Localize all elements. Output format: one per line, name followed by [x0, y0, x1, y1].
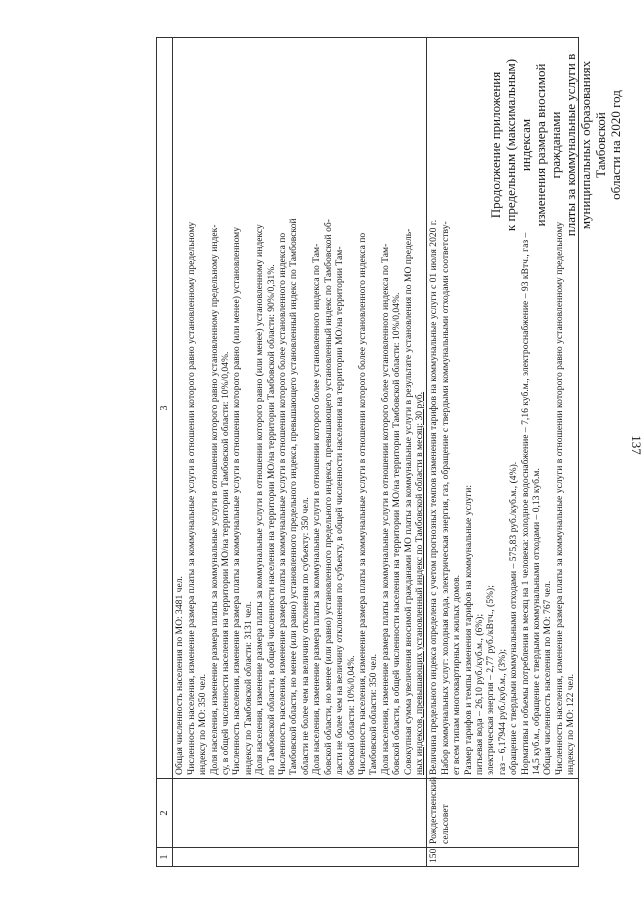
header-col-1: 1: [157, 848, 173, 867]
municipality-name: Рождественский: [428, 776, 440, 844]
row-number-cell: 150: [427, 848, 578, 867]
text-line: обращение с твердыми коммунальными отходами – 575,83 руб./куб.м., (4%).: [508, 461, 520, 775]
text-line: электрическая энергия – 2,77 руб./кВтч., (5%);: [485, 585, 497, 775]
text-line: бовской области: 10%/0,04%.: [345, 655, 357, 775]
text-line: Численность населения, изменение размера платы за коммунальные услуги в отношении которого более установленного индекса по: [356, 232, 368, 775]
text-line: Численность населения, изменение размера платы за коммунальные услуги в отношении которого равно (или менее) установленному: [231, 226, 243, 775]
text-line: Доля населения, изменение размера платы за коммунальные услуги в отношении которого равно (или менее) установленному индексу: [254, 224, 266, 775]
text-line: Набор коммунальных услуг: холодная вода, электрическая энергия, газ, обращение с твердыми коммунальными отходами соответству-: [439, 221, 451, 775]
text-line: ных индексов, превышающих установленный индекс по Тамбовской области в месяц: 30 руб.: [413, 391, 425, 775]
row-number-cell: [173, 848, 427, 867]
text-line: индексу по МО: 122 чел.: [565, 673, 577, 775]
text-line: бовской области, в общей численности населения на территории МО/на территории Тамбовской области: 10%/0,04%.: [391, 292, 403, 775]
heading-line: платы за коммунальные услуги в: [563, 53, 578, 237]
text-line: 14,5 куб.м., обращение с твердыми коммунальными отходами – 0,13 куб.м.: [531, 468, 542, 775]
text-line: газ – 6,17944 руб./куб.м., (3%);: [496, 648, 508, 775]
text-line: Численность населения, изменение размера платы за коммунальные услуги в отношении которого более установленного индекса по: [277, 232, 289, 775]
heading-line: изменения размера вносимой гражданами: [533, 63, 563, 227]
text-line: Численность населения, изменение размера платы за коммунальные услуги в отношении которого равно установленному предельному: [185, 221, 197, 775]
rotated-document-sheet: 137 Продолжение приложения к предельным (максимальным) индексам изменения размера вносимой гражданами платы за коммунальные услуги в муниципальных образованиях Тамбовской области на 2020 год 1 2 3 Общая численность населения по МО: 3481 чел. Численность населения, изменение размера платы за коммунальные услуги в отношении которого равно установленному предельному индексу по МО: 350 чел. Доля населения, изменение размера платы за коммунальные услуги в отношении которого равно установленному предельному индек- су, в общей численности населения на территории МО/на территории Тамбовской области: 10%/0,04%. Численность населения, изменение размера платы за коммунальные услуги в отношении которого равно (или менее) установленному индексу по Тамбовской области: 3131 чел. Доля населения, изменение размера платы за коммунальные услуги в отношении которого равно (или менее) установленному индексу по Тамбовской области, в общей численности населения на территории МО/на территории Тамбовской области: 90%/0,31%. Численность населения, изменение размера платы за коммунальные услуги в отношении которого более установленного индекса по Тамбовской области, но менее (или равно) установленного предельного индекса, превышающего установленный индекс по Тамбовской области не более чем на величину отклонения по субъекту: 350 чел. Доля населения, изменение размера платы за коммунальные услуги в отношении которого более установленного индекса по Там- бовской области, но менее (или равно) установленного предельного индекса, превышающего установленный индекс по Тамбовской об- ласти не более чем на величину отклонения по субъекту, в общей численности населения на территории МО/на территории Там- бовской области: 10%/0,04%. Численность населения, изменение размера платы за коммунальные услуги в отношении которого более установленного индекса по Тамбовской области: 350 чел. Доля населения, изменение размера платы за коммунальные услуги в отношении которого более установленного индекса по Там- бовской области, в общей численности населения на территории МО/на территории Тамбовской области: 10%/0,04%. Совокупная сумма увеличения вносимой гражданами МО платы за коммунальные услуги в результате установления по МО предель- ных индексов, превышающих установленный индекс по Тамбовской области в месяц: 30 руб. 150 Рождественский сельсовет Величина предельного индекса определена с учетом прогнозных темпов изменения тарифов на коммунальные услуги с 01 июля 2020 г. Набор коммунальных услуг: холодная вода, электрическая энергия, газ, обращение с твердыми коммунальными отходами соответству- ет всем типам многоквартирных и жилых домов. Размер тарифов и темпы изменения тарифов на коммунальные услуги: питьевая вода – 26,10 руб./куб.м., (6%); электрическая энергия – 2,77 руб./кВтч., (5%); газ – 6,17944 руб./куб.м., (3%); обращение с твердыми коммунальными отходами – 575,83 руб./куб.м., (4%). Нормативы и объемы потребления в месяц на 1 человека: холодное водоснабжение – 7,16 куб.м., электроснабжение – 93 кВтч., газ – 14,5 куб.м., обращение с твердыми коммунальными отходами – 0,13 куб.м. Общая численность населения по МО: 767 чел. Численность населения, изменение размера платы за коммунальные услуги в отношении которого равно установленному предельному индексу по МО: 122 чел.: [0, 0, 640, 905]
table-header-row: [157, 38, 173, 867]
text-line: Тамбовской области: 350 чел.: [368, 653, 380, 775]
text-line: индексу по Тамбовской области: 3131 чел.: [242, 601, 254, 775]
text-line: Доля населения, изменение размера платы за коммунальные услуги в отношении которого более установленного индекса по Там-: [379, 243, 391, 775]
text-line: по Тамбовской области, в общей численности населения на территории МО/на территории Тамбовской области: 90%/0,31%.: [265, 264, 277, 775]
heading-line: к предельным (максимальным) индексам: [503, 58, 533, 232]
text-line: области не более чем на величину отклонения по субъекту: 350 чел.: [299, 497, 311, 775]
header-col-2: 2: [157, 779, 173, 848]
text-line: ет всем типам многоквартирных и жилых домов.: [451, 574, 463, 775]
text-line: Размер тарифов и темпы изменения тарифов на коммунальные услуги:: [462, 484, 474, 775]
text-line: Доля населения, изменение размера платы за коммунальные услуги в отношении которого более установленного индекса по Там-: [311, 243, 323, 775]
table-row-continuation: [173, 38, 427, 867]
row-name-cell: [427, 776, 578, 848]
text-line: питьевая вода – 26,10 руб./куб.м., (6%);: [473, 613, 485, 775]
text-line: ласти не более чем на величину отклонения по субъекту, в общей численности населения на территории МО/на территории Там-: [334, 246, 346, 775]
text-line: Совокупная сумма увеличения вносимой гражданами МО платы за коммунальные услуги в результате установления по МО предель-: [402, 228, 414, 775]
text-line: Доля населения, изменение размера платы за коммунальные услуги в отношении которого равно установленному предельному индек-: [208, 224, 220, 775]
row-description-cell: [173, 38, 427, 779]
text-line: Величина предельного индекса определена с учетом прогнозных темпов изменения тарифов на коммунальные услуги с 01 июля 2020 г.: [428, 219, 440, 775]
text-line: Общая численность населения по МО: 767 чел.: [542, 580, 554, 775]
text-line: Тамбовской области, но менее (или равно) установленного предельного индекса, превышающего установленный индекс по Тамбовской: [288, 218, 300, 775]
municipality-name: сельсовет: [439, 804, 451, 844]
header-col-3: 3: [157, 38, 173, 779]
heading-line: Продолжение приложения: [488, 71, 503, 219]
text-line: индексу по МО: 350 чел.: [197, 673, 209, 775]
text-line: су, в общей численности населения на территории МО/на территории Тамбовской области: 10%/0,04%.: [220, 351, 232, 775]
text-line: бовской области, но менее (или равно) установленного предельного индекса, превышающего установленный индекс по Тамбовской об-: [322, 219, 334, 775]
text-line: Нормативы и объемы потребления в месяц на 1 человека: холодное водоснабжение – 7,16 куб.м., электроснабжение – 93 кВтч., газ –: [519, 232, 531, 775]
heading-line: муниципальных образованиях Тамбовской: [578, 60, 608, 230]
table-row-150: [427, 38, 578, 867]
heading-line: области на 2020 год: [608, 90, 623, 200]
text-line: Общая численность населения по МО: 3481 чел.: [174, 576, 186, 775]
row-description-cell: [427, 38, 578, 779]
row-name-cell: [173, 779, 427, 848]
text-line: Численность населения, изменение размера платы за коммунальные услуги в отношении которого равно установленному предельному: [553, 221, 565, 775]
